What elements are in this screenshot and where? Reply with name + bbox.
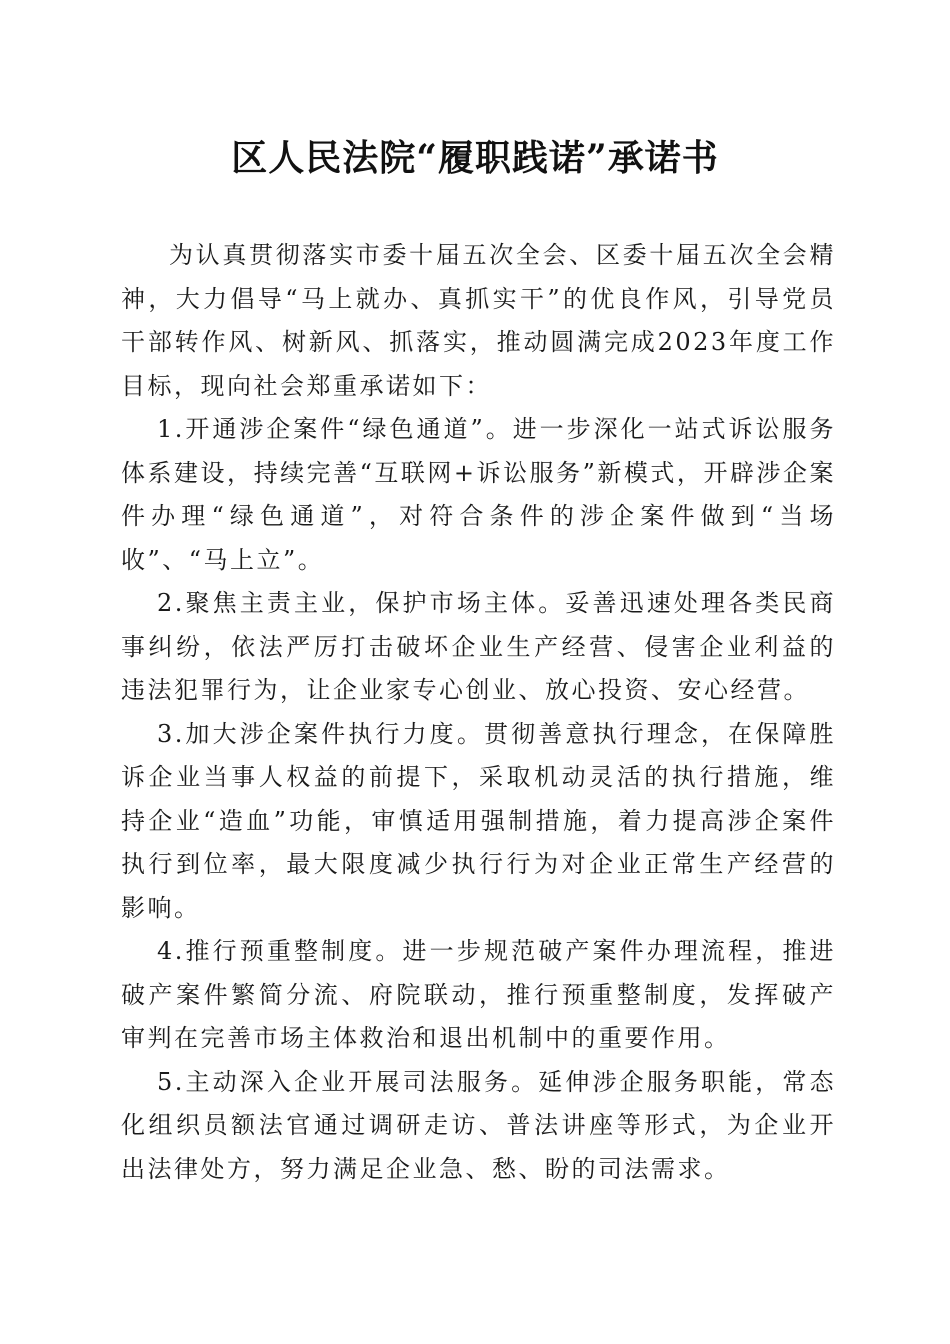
document-body <box>121 234 836 1191</box>
intro-paragraph: 为认真贯彻落实市委十届五次全会、区委十届五次全会精神，大力倡导“马上就办、真抓实干”的优良作风，引导党员干部转作风、树新风、抓落实，推动圆满完成2023年度工作目标，现向社会郑重承诺如下： <box>121 241 836 400</box>
document-title: 区人民法院“履职践诺”承诺书 <box>231 137 719 179</box>
commitment-item-2: 2.聚焦主责主业，保护市场主体。妥善迅速处理各类民商事纠纷，依法严厉打击破坏企业生产经营、侵害企业利益的违法犯罪行为，让企业家专心创业、放心投资、安心经营。 <box>121 589 836 704</box>
commitment-item-4: 4.推行预重整制度。进一步规范破产案件办理流程，推进破产案件繁简分流、府院联动，推行预重整制度，发挥破产审判在完善市场主体救治和退出机制中的重要作用。 <box>121 937 836 1052</box>
commitment-item-3: 3.加大涉企案件执行力度。贯彻善意执行理念，在保障胜诉企业当事人权益的前提下，采取机动灵活的执行措施，维持企业“造血”功能，审慎适用强制措施，着力提高涉企案件执行到位率，最大限度减少执行行为对企业正常生产经营的影响。 <box>121 719 836 922</box>
commitment-item-5: 5.主动深入企业开展司法服务。延伸涉企服务职能，常态化组织员额法官通过调研走访、普法讲座等形式，为企业开出法律处方，努力满足企业急、愁、盼的司法需求。 <box>121 1067 836 1183</box>
commitment-item-1: 1.开通涉企案件“绿色通道”。进一步深化一站式诉讼服务体系建设，持续完善“互联网+诉讼服务”新模式，开辟涉企案件办理“绿色通道”，对符合条件的涉企案件做到“当场收”、“马上立”。 <box>121 415 836 574</box>
